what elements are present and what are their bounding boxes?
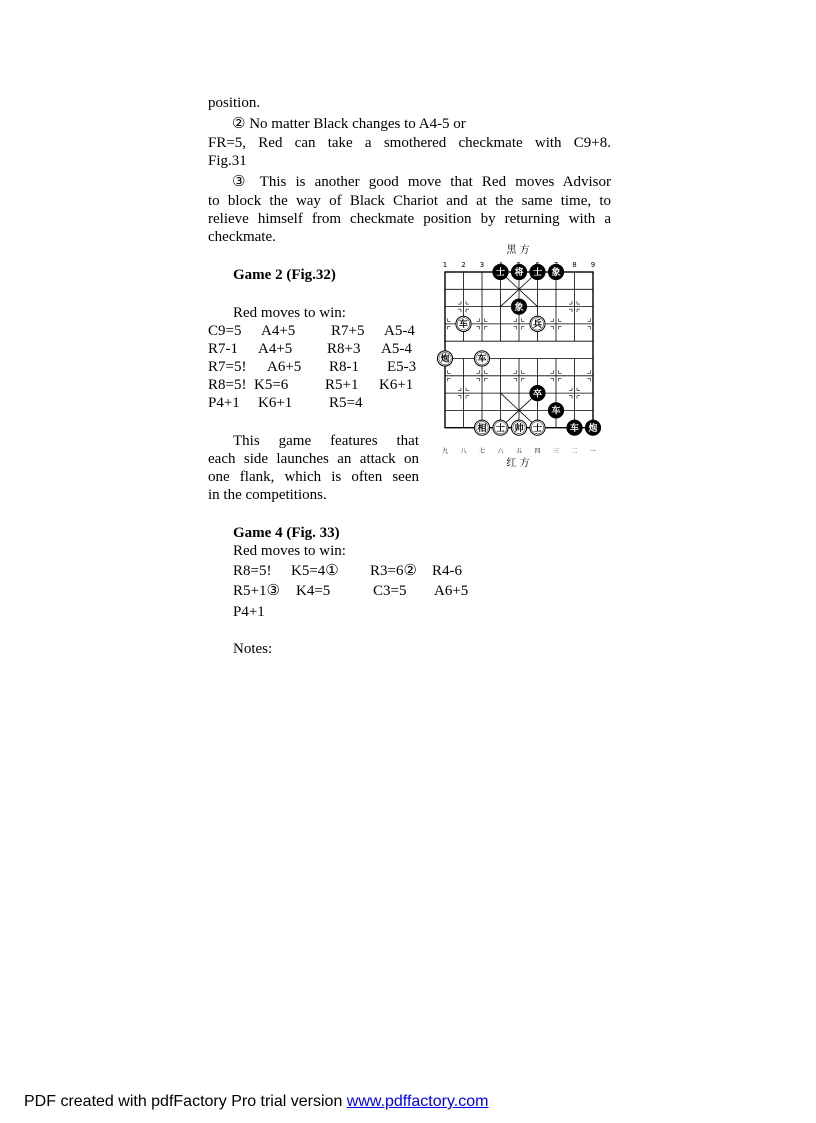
note-3-line-3: relieve himself from checkmate position by returning with a — [208, 211, 611, 227]
game-2-move: A6+5 — [267, 359, 302, 375]
board-file-number: 二 — [571, 448, 578, 455]
board-file-numbers-bottom — [442, 447, 596, 455]
game-2-move: R8=5! — [208, 377, 247, 393]
xiangqi-piece-red — [493, 420, 508, 435]
piece-label: 卒 — [532, 389, 543, 400]
piece-label: 士 — [495, 268, 506, 279]
note-3-line-4: checkmate. — [208, 229, 276, 245]
board-bottom-label: 红 方 — [506, 458, 530, 469]
game-4-intro: Red moves to win: — [233, 543, 346, 559]
game-4-title: Game 4 (Fig. 33) — [233, 525, 340, 541]
piece-label: 将 — [514, 268, 524, 279]
piece-label: 相 — [477, 423, 487, 434]
xiangqi-piece-black — [548, 403, 563, 418]
xiangqi-piece-black — [511, 299, 526, 314]
piece-label: 象 — [514, 302, 524, 313]
xiangqi-piece-red — [474, 351, 489, 366]
piece-label: 车 — [477, 354, 487, 365]
piece-label: 车 — [551, 406, 561, 417]
game-4-move: A6+5 — [434, 583, 469, 599]
piece-label: 炮 — [440, 354, 450, 365]
piece-label: 士 — [532, 268, 543, 279]
game-2-move: E5-3 — [387, 359, 417, 375]
game-2-comment-line-1: This game features that — [233, 433, 419, 449]
xiangqi-piece-black — [530, 264, 545, 279]
board-file-number: 1 — [442, 261, 448, 269]
game-4-move: R8=5! — [233, 563, 272, 579]
xiangqi-piece-black — [530, 386, 545, 401]
game-2-move: K6+1 — [258, 395, 293, 411]
game-4-move: K4=5 — [296, 583, 331, 599]
game-4-move: R3=6② — [370, 563, 417, 579]
game-2-move: R8-1 — [329, 359, 359, 375]
board-file-number: 9 — [590, 261, 596, 269]
notes-heading: Notes: — [233, 641, 273, 657]
piece-label: 士 — [495, 423, 506, 434]
game-2-title: Game 2 (Fig.32) — [233, 267, 336, 283]
xiangqi-piece-black — [511, 264, 526, 279]
game-2-move: R5=4 — [329, 395, 363, 411]
xiangqi-piece-red — [474, 420, 489, 435]
xiangqi-piece-red — [530, 316, 545, 331]
game-2-intro: Red moves to win: — [233, 305, 346, 321]
board-file-number: 八 — [460, 448, 467, 455]
game-2-move: C9=5 — [208, 323, 242, 339]
xiangqi-piece-red — [437, 351, 452, 366]
game-2-move: K5=6 — [254, 377, 289, 393]
piece-label: 士 — [532, 423, 543, 434]
note-3-line-1: ③ This is another good move that Red moves Advisor — [232, 174, 611, 190]
piece-label: 车 — [458, 320, 469, 331]
board-top-label: 黑 方 — [506, 245, 530, 256]
xiangqi-piece-red — [511, 420, 526, 435]
board-file-number: 三 — [552, 448, 560, 455]
xiangqi-piece-black — [567, 420, 582, 435]
piece-label: 帅 — [514, 423, 524, 434]
game-4-move: R5+1③ — [233, 583, 280, 599]
board-file-number: 七 — [478, 448, 486, 455]
continuation-text: position. — [208, 95, 261, 111]
game-2-move: R7=5! — [208, 359, 247, 375]
note-2-line-3: Fig.31 — [208, 153, 247, 169]
piece-label: 炮 — [588, 423, 598, 434]
game-2-move: R8+3 — [327, 341, 361, 357]
game-2-move: R5+1 — [325, 377, 359, 393]
game-4-move: R4-6 — [432, 563, 462, 579]
game-2-move: A4+5 — [258, 341, 293, 357]
board-file-number: 2 — [461, 261, 466, 269]
piece-label: 兵 — [532, 320, 543, 331]
footer-link[interactable]: www.pdffactory.com — [346, 1093, 489, 1110]
game-2-move: P4+1 — [208, 395, 240, 411]
game-2-move: A4+5 — [261, 323, 296, 339]
game-4-move: P4+1 — [233, 604, 265, 620]
board-file-number: 8 — [572, 261, 577, 269]
game-2-move: R7-1 — [208, 341, 238, 357]
game-2-move: A5-4 — [384, 323, 415, 339]
xiangqi-board-diagram — [429, 240, 607, 470]
game-2-comment-line-2: each side launches an attack on — [208, 451, 419, 467]
game-4-move: C3=5 — [373, 583, 407, 599]
board-file-number: 一 — [589, 448, 597, 455]
board-file-number: 四 — [534, 448, 541, 455]
board-file-number: 3 — [479, 261, 485, 269]
pdf-footer — [24, 1093, 488, 1111]
xiangqi-piece-red — [530, 420, 545, 435]
xiangqi-piece-black — [493, 264, 508, 279]
piece-label: 车 — [569, 423, 580, 434]
piece-label: 象 — [551, 268, 561, 279]
board-file-number: 六 — [497, 448, 504, 455]
xiangqi-piece-black — [548, 264, 563, 279]
board-file-number: 五 — [515, 448, 523, 455]
note-2-line-2: FR=5, Red can take a smothered checkmate with C9+8. — [208, 135, 611, 151]
note-3-line-2: to block the way of Black Chariot and at the same time, to — [208, 193, 611, 209]
game-2-move: R7+5 — [331, 323, 365, 339]
game-2-move: K6+1 — [379, 377, 414, 393]
board-file-number: 九 — [441, 448, 449, 455]
note-2-line-1: ② No matter Black changes to A4-5 or — [232, 116, 466, 132]
game-4-move: K5=4① — [291, 563, 339, 579]
game-2-move: A5-4 — [381, 341, 412, 357]
game-2-comment-line-3: one flank, which is often seen — [208, 469, 419, 485]
game-2-comment-line-4: in the competitions. — [208, 487, 327, 503]
xiangqi-piece-black — [585, 420, 600, 435]
xiangqi-piece-red — [456, 316, 471, 331]
footer-text: PDF created with pdfFactory Pro trial version — [24, 1093, 347, 1110]
